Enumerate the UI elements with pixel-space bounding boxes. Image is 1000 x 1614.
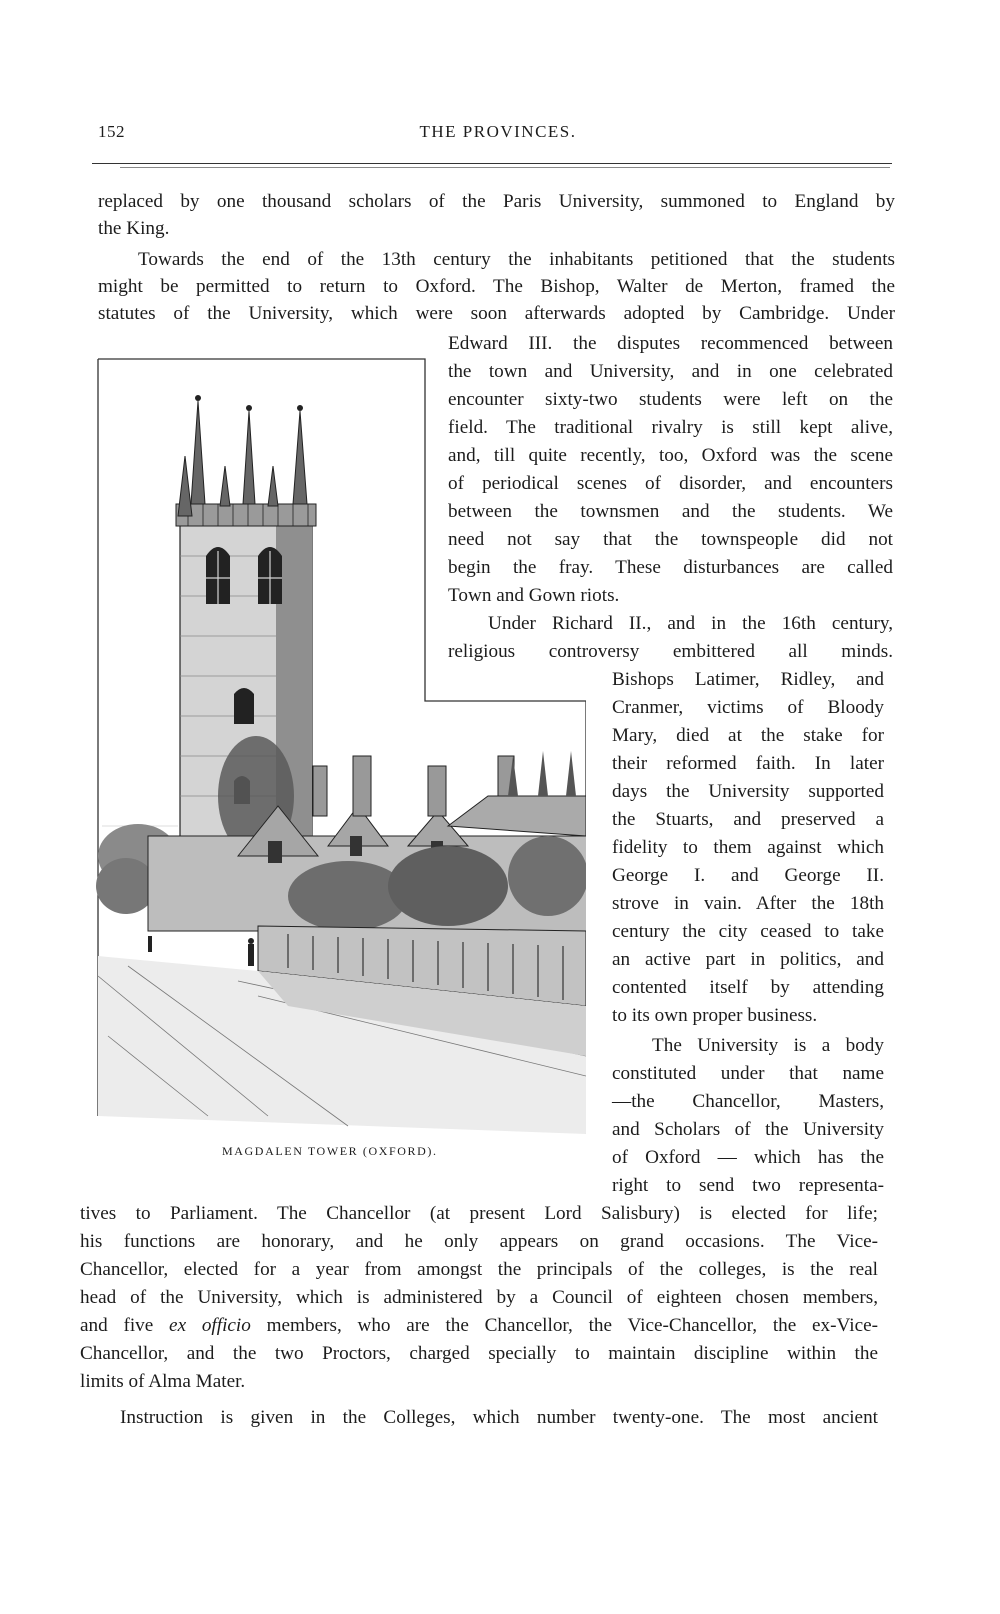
text-line: The University is a body [652,1035,884,1056]
text-line: the King. [98,218,170,239]
text-line: Edward III. the disputes recommenced between [448,333,893,354]
text-line: and, till quite recently, too, Oxford was the scene [448,445,893,466]
text-line: —the Chancellor, Masters, [612,1091,884,1112]
figure-caption: MAGDALEN TOWER (OXFORD). [222,1144,438,1158]
text-line: to its own proper business. [612,1005,818,1026]
text-line: of Oxford — which has the [612,1147,884,1168]
text-line: might be permitted to return to Oxford. The Bishop, Walter de Merton, framed the [98,276,895,297]
text-line: his functions are honorary, and he only appears on grand occasions. The Vice- [80,1231,878,1252]
text-line [80,1312,878,1340]
text-line: of periodical scenes of disorder, and encounters [448,473,893,494]
text-line: replaced by one thousand scholars of the Paris University, summoned to England by [98,191,895,212]
text-line: century the city ceased to take [612,921,884,942]
text-line: field. The traditional rivalry is still kept alive, [448,417,893,438]
text-line: tives to Parliament. The Chancellor (at present Lord Salisbury) is elected for life; [80,1203,878,1224]
text-line: head of the University, which is administered by a Council of eighteen chosen members, [80,1287,878,1308]
text-line: begin the fray. These disturbances are called [448,557,893,578]
text-line: Mary, died at the stake for [612,725,884,746]
running-title: THE PROVINCES. [419,122,577,141]
text-line: the town and University, and in one celebrated [448,361,893,382]
text-line: the Stuarts, and preserved a [612,809,884,830]
text-line: Instruction is given in the Colleges, which number twenty-one. The most ancient [120,1407,878,1428]
text-line: Chancellor, elected for a year from amongst the principals of the colleges, is the real [80,1259,878,1280]
text-line: limits of Alma Mater. [80,1371,246,1392]
header-rule [92,163,892,164]
text-line: George I. and George II. [612,865,884,886]
page-number: 152 [98,122,125,141]
text-line: Towards the end of the 13th century the inhabitants petitioned that the students [138,249,895,270]
text-line: statutes of the University, which were soon afterwards adopted by Cambridge. Under [98,303,895,324]
text-line: constituted under that name [612,1063,884,1084]
text-line: Cranmer, victims of Bloody [612,697,884,718]
text-line: Town and Gown riots. [448,585,620,606]
text-line: religious controversy embittered all minds. [448,641,893,662]
text-line: Chancellor, and the two Proctors, charged specially to maintain discipline within the [80,1343,878,1364]
text-line: need not say that the townspeople did not [448,529,893,550]
magdalen-tower-illustration [88,356,586,1134]
italic-phrase: ex officio [169,1315,251,1336]
text-line: encounter sixty-two students were left on the [448,389,893,410]
text-line: between the townsmen and the students. We [448,501,893,522]
text-line: Bishops Latimer, Ridley, and [612,669,884,690]
text-line: days the University supported [612,781,884,802]
text-fragment: members, who are the Chancellor, the Vice-Chancellor, the ex-Vice- [250,1315,878,1336]
text-fragment: and five [80,1315,170,1336]
engraving-image [88,356,586,1134]
text-line: strove in vain. After the 18th [612,893,884,914]
header-rule-secondary [120,167,890,168]
text-line: fidelity to them against which [612,837,884,858]
page-header [98,122,898,148]
text-line: and Scholars of the University [612,1119,884,1140]
text-line: their reformed faith. In later [612,753,884,774]
text-line: an active part in politics, and [612,949,884,970]
text-line: Under Richard II., and in the 16th century, [488,613,893,634]
text-line: contented itself by attending [612,977,884,998]
text-line: right to send two representa- [612,1175,884,1196]
